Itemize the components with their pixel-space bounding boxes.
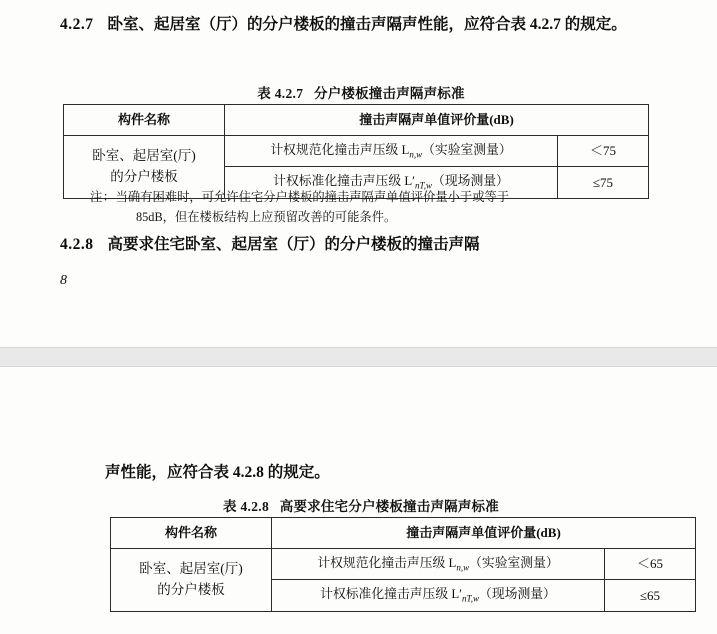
- table-4-2-8-item-1-tail: （实验室测量）: [469, 555, 559, 570]
- table-4-2-8-header-name: 构件名称: [111, 518, 272, 549]
- table-4-2-8-header-eval: 撞击声隔声单值评价量(dB): [272, 518, 696, 549]
- table-4-2-7-item-2-text: 计权标准化撞击声压级 L′: [273, 174, 415, 189]
- table-4-2-7-caption-title: 分户楼板撞击声隔声标准: [314, 86, 465, 101]
- table-4-2-8-item-1: [272, 548, 605, 580]
- table-4-2-8-item-1-text: 计权规范化撞击声压级 L: [317, 555, 457, 570]
- table-4-2-8-item-2-sub: nT,w: [461, 593, 480, 604]
- table-4-2-7-item-2-tail: （现场测量）: [432, 174, 509, 189]
- note-line-1: 当确有困难时，可允许住宅分户楼板的撞击声隔声单值评价量小于或等于: [115, 190, 510, 204]
- table-4-2-8-value-1: ＜65: [605, 548, 696, 580]
- table-4-2-8-item-2: [272, 580, 605, 612]
- table-4-2-8-row-label: [111, 548, 272, 611]
- table-4-2-7-value-2: ≤75: [558, 167, 649, 199]
- table-4-2-8-row-label-line2: 的分户楼板: [157, 581, 225, 597]
- table-4-2-8-item-2-text: 计权标准化撞击声压级 L′: [320, 587, 462, 602]
- table-row: [64, 135, 649, 167]
- table-4-2-7-caption-label: 表 4.2.7: [257, 86, 304, 101]
- clause-4-2-8: [60, 232, 662, 259]
- table-4-2-7-item-1: [225, 135, 558, 167]
- clause-4-2-7-number: 4.2.7: [60, 16, 94, 33]
- page-number-top: 8: [60, 273, 67, 288]
- note-head: 注：: [90, 190, 116, 204]
- table-4-2-7-note: [90, 188, 646, 228]
- table-4-2-8-value-2: ≤65: [605, 580, 696, 612]
- table-4-2-7-header-name: 构件名称: [64, 105, 225, 136]
- table-row: [111, 518, 696, 549]
- table-4-2-7-item-1-sub: n,w: [409, 149, 423, 160]
- table-row: [64, 105, 649, 136]
- page-bottom-section: [0, 368, 717, 634]
- page-break-divider: [0, 347, 717, 367]
- clause-4-2-8-number: 4.2.8: [60, 236, 94, 253]
- table-4-2-7-item-2-sub: nT,w: [414, 180, 433, 191]
- table-4-2-7-row-label-line2: 的分户楼板: [110, 168, 178, 184]
- table-4-2-8: [110, 517, 696, 612]
- table-4-2-7-row-label-line1: 卧室、起居室(厅): [92, 148, 196, 164]
- clause-4-2-8-continuation: [105, 460, 665, 487]
- table-4-2-7-header-eval: 撞击声隔声单值评价量(dB): [225, 105, 649, 136]
- table-row: [111, 548, 696, 580]
- clause-4-2-8-continuation-text: 声性能，应符合表 4.2.8 的规定。: [105, 464, 330, 481]
- table-4-2-7-caption: [60, 82, 662, 102]
- note-line-2: 85dB，但在楼板结构上应预留改善的可能条件。: [136, 209, 397, 224]
- table-4-2-8-item-2-tail: （现场测量）: [479, 587, 556, 602]
- table-4-2-8-caption-label: 表 4.2.8: [223, 499, 270, 514]
- table-4-2-8-item-1-sub: n,w: [456, 562, 470, 573]
- table-4-2-7-value-1: ＜75: [558, 135, 649, 167]
- clause-4-2-7: [60, 12, 662, 39]
- clause-4-2-7-text: 卧室、起居室（厅）的分户楼板的撞击声隔声性能，应符合表 4.2.7 的规定。: [107, 16, 627, 33]
- clause-4-2-8-text: 高要求住宅卧室、起居室（厅）的分户楼板的撞击声隔: [107, 236, 480, 253]
- table-4-2-8-caption: [60, 495, 662, 515]
- table-4-2-8-row-label-line1: 卧室、起居室(厅): [139, 561, 243, 577]
- table-4-2-7-item-1-tail: （实验室测量）: [422, 142, 512, 157]
- table-4-2-8-caption-title: 高要求住宅分户楼板撞击声隔声标准: [279, 499, 499, 514]
- table-4-2-7: [63, 104, 649, 199]
- table-4-2-7-item-1-text: 计权规范化撞击声压级 L: [270, 142, 410, 157]
